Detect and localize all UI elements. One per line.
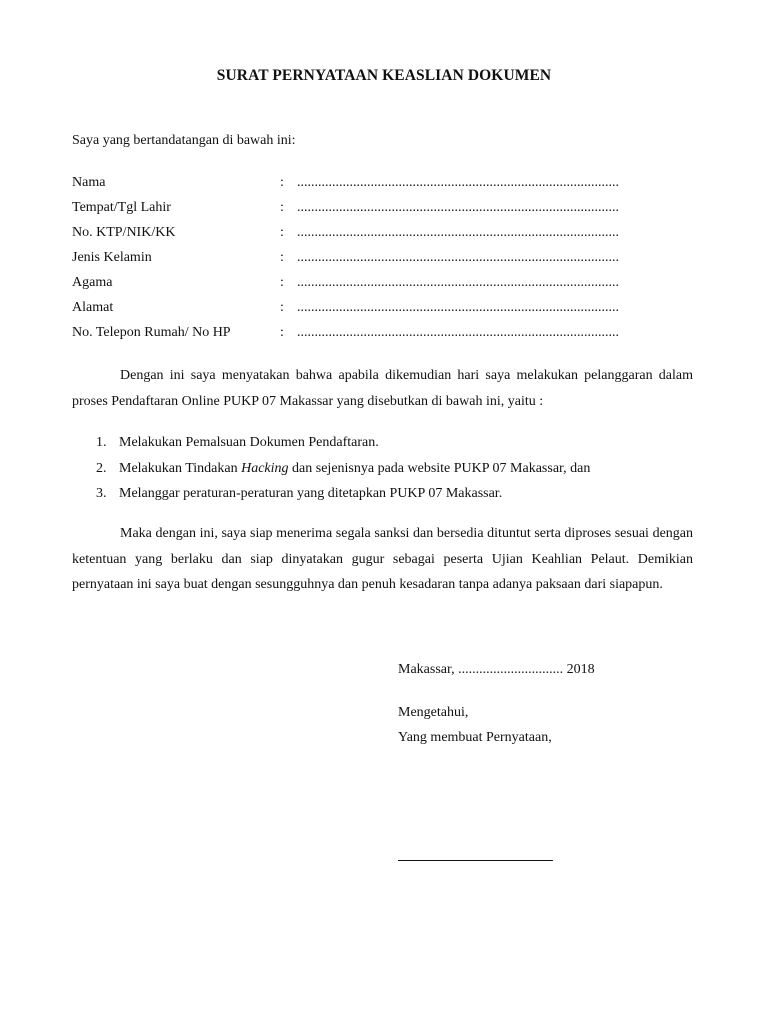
list-text-italic: Hacking: [241, 460, 289, 476]
field-colon: :: [280, 200, 284, 215]
field-blank: ............................................................................................: [297, 275, 619, 290]
field-row-agama: [72, 270, 662, 295]
list-number: 3.: [96, 486, 107, 501]
list-text: Melakukan Pemalsuan Dokumen Pendaftaran.: [119, 435, 379, 450]
list-text-after: dan sejenisnya pada website PUKP 07 Makassar, dan: [288, 460, 591, 476]
field-label: Jenis Kelamin: [72, 250, 152, 265]
field-colon: :: [280, 175, 284, 190]
violation-list: [72, 430, 693, 507]
list-text-before: Melakukan Tindakan: [119, 460, 242, 476]
statement-text: Dengan ini saya menyatakan bahwa apabila dikemudian hari saya melakukan pelanggaran dalam proses Pendaftaran Online PUKP 07 Makassar yang disebutkan di bawah ini, yaitu :: [72, 368, 693, 409]
field-row-jenis-kelamin: [72, 245, 662, 270]
field-blank: ............................................................................................: [297, 200, 619, 215]
place-date: Makassar, .............................. 2018: [398, 662, 595, 677]
list-text: [119, 456, 590, 482]
signature-line: [398, 840, 553, 861]
field-blank: ............................................................................................: [297, 325, 619, 340]
field-row-telepon: [72, 320, 662, 345]
field-blank: ............................................................................................: [297, 225, 619, 240]
maker-label: Yang membuat Pernyataan,: [398, 730, 552, 745]
field-row-tempat-tgl-lahir: [72, 195, 662, 220]
list-item: [72, 481, 693, 507]
statement-paragraph: [72, 363, 693, 414]
list-number: 2.: [96, 460, 107, 476]
sanction-paragraph: [72, 521, 693, 598]
field-colon: :: [280, 300, 284, 315]
field-label: No. KTP/NIK/KK: [72, 225, 176, 240]
field-blank: ............................................................................................: [297, 175, 619, 190]
field-label: Nama: [72, 175, 106, 190]
field-label: Agama: [72, 275, 113, 290]
field-blank: ............................................................................................: [297, 250, 619, 265]
list-item: [72, 456, 693, 482]
field-label: Tempat/Tgl Lahir: [72, 200, 171, 215]
field-row-ktp: [72, 220, 662, 245]
list-number: 1.: [96, 435, 107, 450]
field-row-nama: [72, 170, 662, 195]
list-item: [72, 430, 693, 456]
field-colon: :: [280, 225, 284, 240]
field-blank: ............................................................................................: [297, 300, 619, 315]
field-colon: :: [280, 275, 284, 290]
document-title: SURAT PERNYATAAN KEASLIAN DOKUMEN: [216, 67, 552, 84]
intro-text: Saya yang bertandatangan di bawah ini:: [72, 133, 296, 148]
field-colon: :: [280, 325, 284, 340]
list-text: Melanggar peraturan-peraturan yang ditetapkan PUKP 07 Makassar.: [119, 486, 503, 501]
identity-fields: [72, 170, 662, 345]
field-label: Alamat: [72, 300, 114, 315]
acknowledged-label: Mengetahui,: [398, 705, 469, 720]
sanction-text: Maka dengan ini, saya siap menerima segala sanksi dan bersedia dituntut serta diproses sesuai dengan ketentuan yang berlaku dan siap dinyatakan gugur sebagai peserta Ujian Keahlian Pelaut. Demikian pernyataan ini saya buat dengan sesungguhnya dan penuh kesadaran tanpa adanya paksaan dari siapapun.: [72, 526, 693, 592]
field-colon: :: [280, 250, 284, 265]
field-label: No. Telepon Rumah/ No HP: [72, 325, 231, 340]
field-row-alamat: [72, 295, 662, 320]
